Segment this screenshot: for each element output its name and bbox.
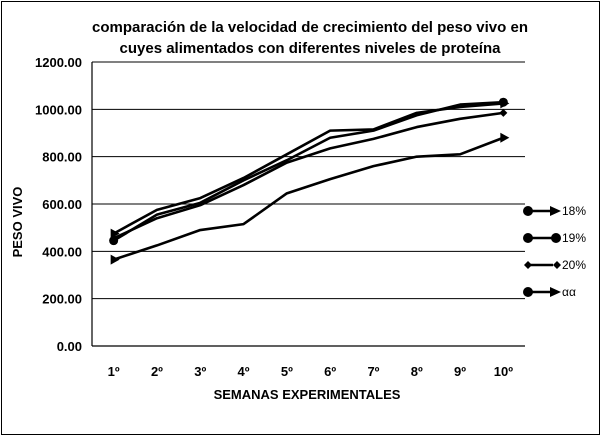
x-tick-label: 3º (194, 364, 207, 379)
legend-marker-icon (550, 206, 561, 216)
y-tick-label: 1200.00 (35, 55, 82, 70)
x-tick-label: 6º (324, 364, 337, 379)
legend-label: 18% (562, 204, 587, 218)
legend-marker-icon (523, 233, 533, 243)
x-tick-label: 9º (454, 364, 467, 379)
y-axis-label: PESO VIVO (10, 186, 25, 258)
x-tick-label: 5º (280, 364, 293, 379)
series-markers (109, 98, 509, 265)
legend-marker-icon (551, 233, 561, 243)
x-axis-label: SEMANAS EXPERIMENTALES (213, 387, 401, 402)
y-axis-ticks (35, 55, 82, 354)
legend-marker-icon (523, 287, 533, 297)
data-point-marker (111, 255, 120, 265)
data-point-marker (500, 133, 509, 143)
legend-marker-icon (523, 206, 533, 216)
data-point-marker (499, 109, 507, 117)
x-tick-label: 10º (493, 364, 513, 379)
legend-marker-icon (524, 261, 532, 269)
y-tick-label: 0.00 (56, 339, 82, 354)
chart-title-line-1: comparación de la velocidad de crecimiento del peso vivo en (92, 19, 528, 36)
legend-label: αα (562, 285, 576, 299)
data-point-marker (499, 98, 508, 107)
chart-title-line-2: cuyes alimentados con diferentes niveles de proteína (119, 40, 501, 57)
legend-marker-icon (553, 261, 561, 269)
series-line (114, 113, 504, 238)
y-tick-label: 1000.00 (35, 102, 82, 118)
x-tick-label: 8º (410, 364, 423, 379)
y-tick-label: 400.00 (42, 244, 82, 260)
y-tick-label: 200.00 (42, 291, 82, 307)
legend-marker-icon (550, 287, 561, 297)
legend-label: 19% (562, 231, 587, 245)
x-tick-label: 7º (367, 364, 380, 379)
legend-label: 20% (562, 258, 587, 272)
x-tick-label: 4º (237, 364, 250, 379)
y-tick-label: 800.00 (42, 149, 82, 165)
x-tick-label: 1º (107, 364, 120, 379)
legend (523, 204, 586, 299)
series-lines (114, 102, 504, 259)
y-tick-label: 600.00 (42, 197, 82, 212)
x-tick-label: 2º (150, 364, 163, 379)
x-axis-ticks (108, 364, 514, 379)
